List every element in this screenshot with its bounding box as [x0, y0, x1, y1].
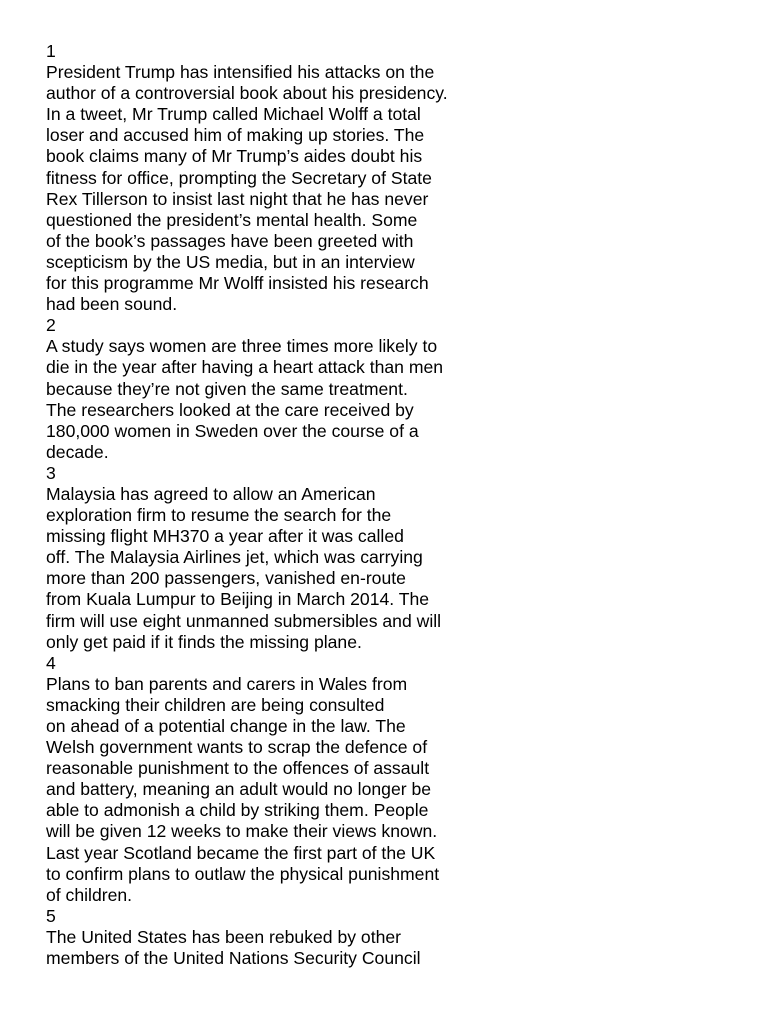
item-text-line: decade. — [46, 441, 109, 462]
news-item-1 — [46, 41, 746, 315]
document-body — [46, 41, 746, 969]
item-text-line: and battery, meaning an adult would no longer be — [46, 779, 432, 800]
item-text-line: loser and accused him of making up stories. The — [46, 125, 425, 146]
item-text-line: In a tweet, Mr Trump called Michael Wolff a total — [46, 104, 421, 125]
item-text-line: Malaysia has agreed to allow an American — [46, 483, 376, 504]
news-item-5 — [46, 906, 746, 969]
item-text-line: smacking their children are being consulted — [46, 694, 385, 715]
item-text-line: The researchers looked at the care received by — [46, 399, 414, 420]
item-text-line: President Trump has intensified his attacks on the — [46, 62, 435, 83]
item-text-line: die in the year after having a heart attack than men — [46, 357, 444, 378]
item-text-line: questioned the president’s mental health. Some — [46, 209, 418, 230]
item-text-line: reasonable punishment to the offences of assault — [46, 758, 430, 779]
item-text-line: Last year Scotland became the first part of the UK — [46, 842, 436, 863]
item-text-line: Rex Tillerson to insist last night that he has never — [46, 188, 429, 209]
document-page — [46, 41, 746, 969]
item-text-line: for this programme Mr Wolff insisted his research — [46, 273, 429, 294]
item-number: 3 — [46, 462, 56, 483]
news-item-2 — [46, 315, 746, 463]
item-text-line: only get paid if it finds the missing plane. — [46, 631, 362, 652]
item-text-line: The United States has been rebuked by other — [46, 926, 402, 947]
item-text-line: members of the United Nations Security Council — [46, 948, 421, 969]
item-text-line: on ahead of a potential change in the law. The — [46, 716, 406, 736]
item-text-line: 180,000 women in Sweden over the course of a — [46, 420, 419, 441]
item-number: 2 — [46, 315, 56, 336]
item-text-line: of the book’s passages have been greeted with — [46, 230, 414, 251]
item-text-line: exploration firm to resume the search for the — [46, 505, 392, 526]
item-number: 4 — [46, 652, 56, 673]
news-item-4 — [46, 653, 746, 906]
news-item-3 — [46, 463, 746, 653]
item-text-line: scepticism by the US media, but in an interview — [46, 251, 415, 272]
item-text-line: more than 200 passengers, vanished en-route — [46, 568, 406, 589]
item-text-line: will be given 12 weeks to make their views known. — [46, 821, 438, 842]
item-text-line: to confirm plans to outlaw the physical punishment — [46, 863, 440, 884]
item-text-line: firm will use eight unmanned submersibles and will — [46, 610, 442, 631]
item-text-line: Welsh government wants to scrap the defence of — [46, 737, 428, 758]
item-text-line: fitness for office, prompting the Secretary of State — [46, 167, 432, 188]
item-text-line: off. The Malaysia Airlines jet, which was carrying — [46, 547, 423, 568]
item-text-line: book claims many of Mr Trump’s aides doubt his — [46, 146, 423, 167]
item-text-line: of children. — [46, 884, 133, 905]
item-number: 1 — [46, 41, 56, 61]
item-text-line: able to admonish a child by striking them. People — [46, 800, 429, 821]
item-text-line: had been sound. — [46, 294, 178, 315]
item-text-line: from Kuala Lumpur to Beijing in March 2014. The — [46, 589, 430, 610]
item-text-line: author of a controversial book about his presidency. — [46, 83, 448, 104]
item-text-line: Plans to ban parents and carers in Wales from — [46, 673, 408, 694]
item-text-line: A study says women are three times more likely to — [46, 336, 438, 357]
item-text-line: because they’re not given the same treatment. — [46, 378, 408, 399]
item-text-line: missing flight MH370 a year after it was called — [46, 526, 404, 547]
item-number: 5 — [46, 905, 56, 926]
